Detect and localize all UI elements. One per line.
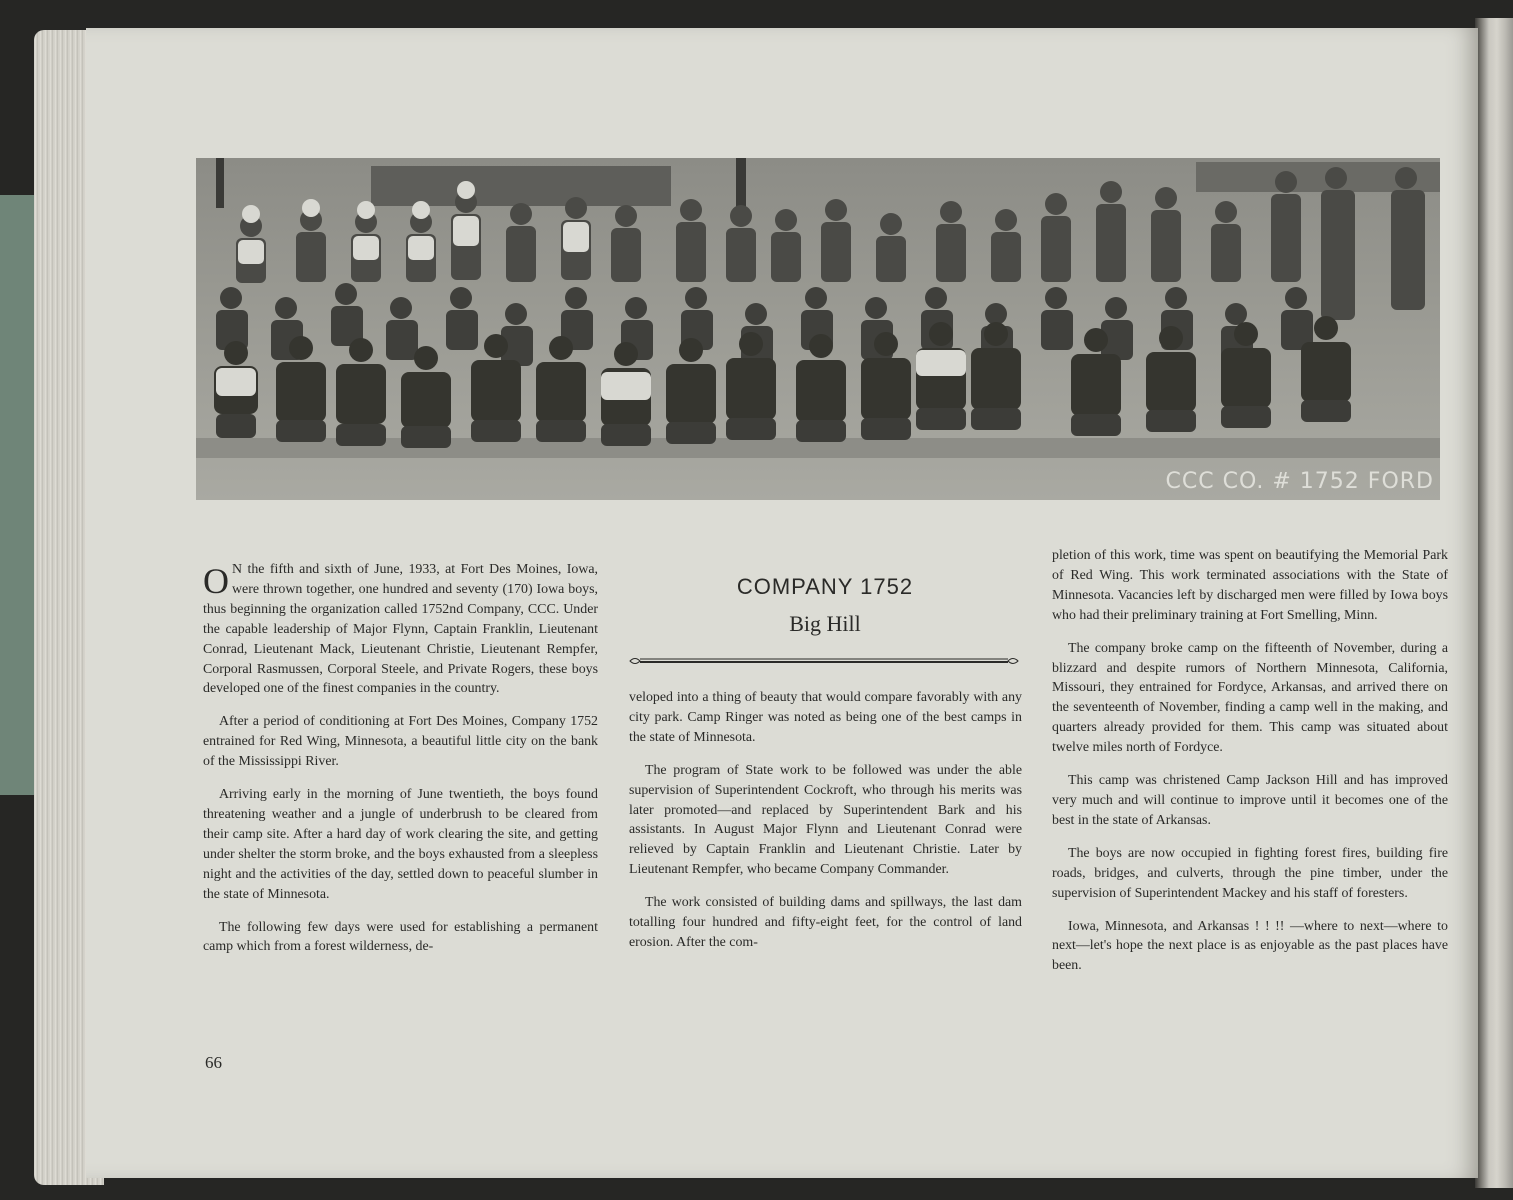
- paragraph: The program of State work to be followed was under the able supervision of Superintendent Cockroft, who through his merits was later promoted—and replaced by Superintendent Bark and his assistants. In August Major Flynn and Lieutenant Conrad were relieved by Captain Franklin and Lieutenant Christie. Later by Lieutenant Rempfer, who became Company Commander.: [629, 762, 1022, 878]
- ornamental-rule: [628, 655, 1020, 667]
- book-spine: [1475, 18, 1513, 1188]
- page-number: 66: [205, 1053, 222, 1072]
- paragraph: The boys are now occupied in fighting forest fires, building fire roads, bridges, and culverts, through the pine timber, under the supervision of Superintendent Mackey and his staff of foresters.: [1052, 845, 1448, 901]
- paragraph: After a period of conditioning at Fort Des Moines, Company 1752 entrained for Red Wing, Minnesota, a beautiful little city on the bank of the Mississippi River.: [203, 714, 598, 770]
- paragraph: Arriving early in the morning of June twentieth, the boys found threatening weather and a jungle of underbrush to be cleared from their camp site. After a hard day of work clearing the site, and getting under shelter the storm broke, and the boys exhausted from a sleepless night and the activities of the day, settled down to peaceful slumber in the state of Minnesota.: [203, 787, 598, 902]
- text-column-2: [629, 688, 1022, 966]
- photo-caption: CCC CO. # 1752 FORD: [1165, 469, 1434, 494]
- paragraph: pletion of this work, time was spent on beautifying the Memorial Park of Red Wing. This work terminated associations with the State of Minnesota. Vacancies left by discharged men were filled by Iowa boys who had their preliminary training at Fort Smelling, Minn.: [1052, 548, 1448, 623]
- group-photo: [196, 158, 1440, 500]
- paragraph: Iowa, Minnesota, and Arkansas ! ! !! —where to next—where to next—let's hope the next place is as enjoyable as the past places have been.: [1052, 918, 1448, 974]
- group-photo-image: [196, 158, 1440, 500]
- paragraph-text: N the fifth and sixth of June, 1933, at Fort Des Moines, Iowa, were thrown together, one hundred and seventy (170) Iowa boys, thus beginning the organization called 1752nd Company, CCC. Under the capable leadership of Major Flynn, Captain Franklin, Lieutenant Conrad, Lieutenant Mack, Lieutenant Christie, Lieutenant Rempfer, Corporal Rasmussen, Corporal Steele, and Private Rogers, these boys developed one of the finest companies in the country.: [203, 562, 598, 697]
- paragraph: veloped into a thing of beauty that would compare favorably with any city park. Camp Ringer was noted as being one of the best camps in the state of Minnesota.: [629, 690, 1022, 745]
- paragraph: The work consisted of building dams and spillways, the last dam totalling four hundred and fifty-eight feet, for the control of land erosion. After the com-: [629, 895, 1022, 950]
- text-column-3: [1052, 546, 1448, 989]
- article-subtitle: Big Hill: [789, 611, 861, 636]
- paragraph: This camp was christened Camp Jackson Hill and has improved very much and will continue to improve until it becomes one of the best in the state of Arkansas.: [1052, 773, 1448, 828]
- paragraph: [203, 560, 598, 699]
- paragraph: The company broke camp on the fifteenth of November, during a blizzard and despite rumors of Northern Minnesota, California, Missouri, they entrained for Fordyce, Arkansas, and arrived there on the seventeenth of November, finding a camp well in the making, and quarters already provided for them. This camp was situated about twelve miles north of Fordyce.: [1052, 640, 1448, 756]
- drop-cap: O: [203, 561, 229, 601]
- text-column-1: [203, 560, 598, 970]
- paragraph: The following few days were used for establishing a permanent camp which from a forest wilderness, de-: [203, 919, 598, 955]
- article-title: COMPANY 1752: [736, 574, 914, 599]
